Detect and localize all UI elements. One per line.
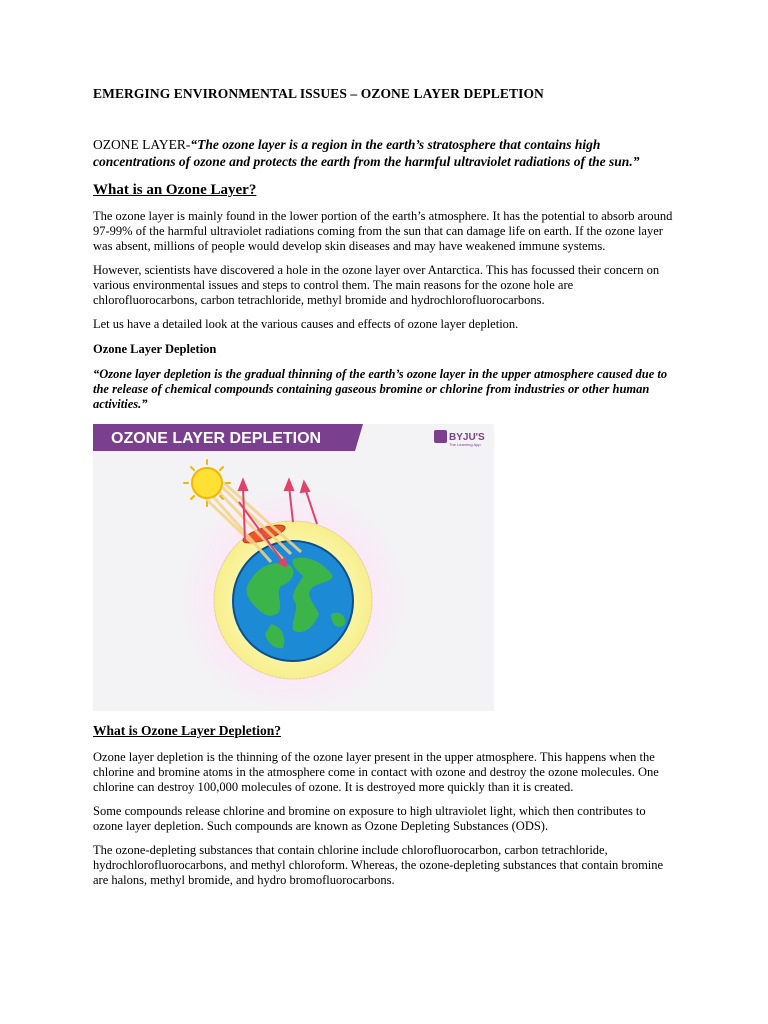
subheading-ozone-depletion: Ozone Layer Depletion — [93, 342, 217, 356]
paragraph-2: However, scientists have discovered a hole in the ozone layer over Antarctica. This has focussed their concern on various environmental issues and steps to control them. The main reasons for the ozone hole are chlorofluorocarbons, carbon tetrachloride, methyl bromide and hydrochlorofluorocarbons. — [93, 263, 660, 307]
document-body — [93, 86, 675, 888]
logo-text: BYJU'S — [449, 432, 485, 443]
paragraph-6: The ozone-depleting substances that contain chlorine include chlorofluorocarbon, carbon tetrachloride, hydrochlorofluorocarbons, and methyl chloroform. Whereas, the ozone-depleting substances that contain bromine are halons, methyl bromide, and hydro bromofluorocarbons. — [93, 843, 664, 887]
byjus-logo-icon — [434, 430, 447, 443]
ozone-definition — [93, 136, 675, 170]
section-heading-ozone-layer: What is an Ozone Layer? — [93, 182, 257, 198]
logo-subtext: The Learning App — [449, 442, 481, 447]
document-title: EMERGING ENVIRONMENTAL ISSUES – OZONE LAYER DEPLETION — [93, 86, 544, 101]
ozone-depletion-figure — [93, 424, 494, 711]
paragraph-4: Ozone layer depletion is the thinning of the ozone layer present in the upper atmosphere. This happens when the chlorine and bromine atoms in the atmosphere come in contact with ozone and destroy the ozone molecules. One chlorine can destroy 100,000 molecules of ozone. It is destroyed more quickly than it is created. — [93, 750, 659, 794]
banner-title: OZONE LAYER DEPLETION — [111, 430, 322, 447]
section-heading-ozone-depletion: What is Ozone Layer Depletion? — [93, 723, 281, 738]
depletion-definition-quote: “Ozone layer depletion is the gradual thinning of the earth’s ozone layer in the upper atmosphere caused due to the release of chemical compounds containing gaseous bromine or chlorine from industries or other human activities.” — [93, 367, 668, 411]
ozone-illustration — [93, 424, 494, 711]
paragraph-1: The ozone layer is mainly found in the lower portion of the earth’s atmosphere. It has the potential to absorb around 97-99% of the harmful ultraviolet radiations coming from the sun that can damage life on earth. If the ozone layer was absent, millions of people would develop skin diseases and may have weakened immune systems. — [93, 209, 673, 253]
paragraph-5: Some compounds release chlorine and bromine on exposure to high ultraviolet light, which then contributes to ozone layer depletion. Such compounds are known as Ozone Depleting Substances (ODS). — [93, 804, 646, 833]
definition-quote: “The ozone layer is a region in the earth’s stratosphere that contains high concentrations of ozone and protects the earth from the harmful ultraviolet radiations of the sun.” — [93, 137, 640, 169]
paragraph-3: Let us have a detailed look at the various causes and effects of ozone layer depletion. — [93, 317, 519, 331]
definition-label: OZONE LAYER- — [93, 137, 191, 152]
